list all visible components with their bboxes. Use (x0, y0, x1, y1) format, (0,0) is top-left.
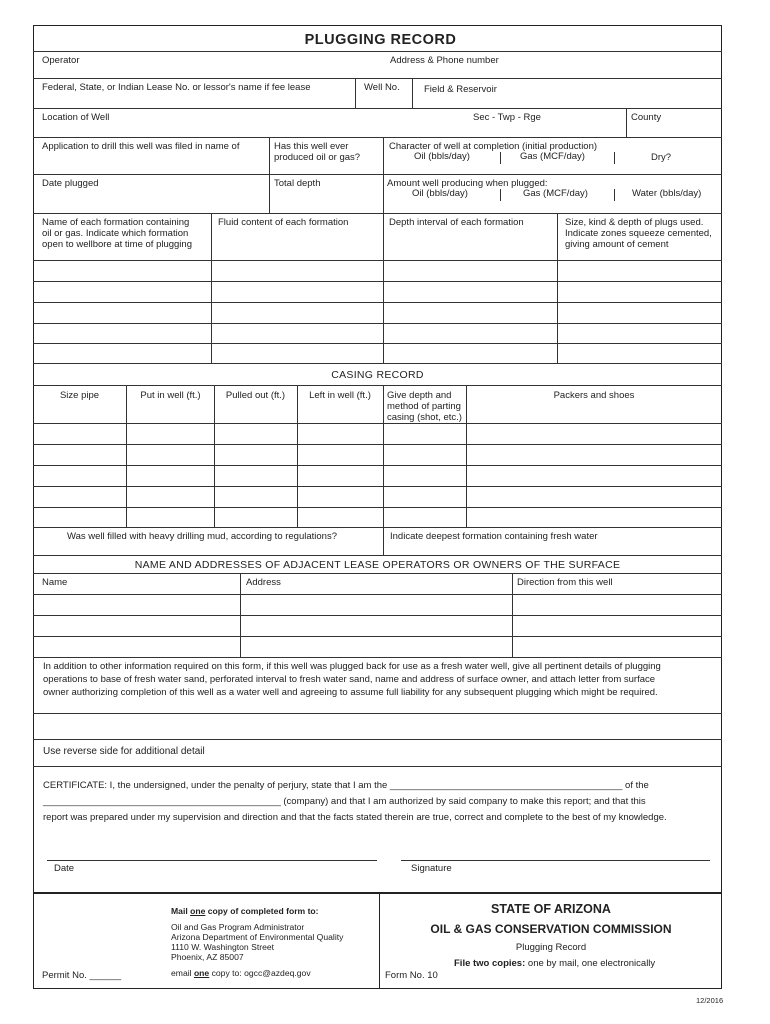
packers-header: Packers and shoes (553, 390, 635, 401)
record-type: Plugging Record (515, 942, 587, 953)
email-one: one (193, 968, 210, 978)
parting-line1: Give depth and (387, 390, 452, 401)
col-divider (126, 385, 127, 527)
certificate-line1: CERTIFICATE: I, the undersigned, under the penalty of perjury, state that I am the ____________________________________________ of the (43, 780, 649, 791)
adjacent-address-header: Address (246, 577, 281, 588)
row-divider (33, 108, 722, 109)
sub-divider (500, 189, 501, 201)
email-post: copy to: ogcc@azdeq.gov (209, 968, 311, 978)
col-divider (557, 213, 558, 363)
instructions-line3: owner authorizing completion of this well as a water well and agreeing to assume full liability for any subsequent plugging which might be required. (43, 687, 658, 698)
has-produced-field[interactable] (274, 141, 360, 163)
signature-line[interactable] (401, 860, 710, 861)
form-title: PLUGGING RECORD (304, 32, 457, 48)
col-divider (297, 385, 298, 527)
adjacent-direction-header: Direction from this well (517, 577, 613, 588)
signature-label: Signature (411, 863, 452, 874)
gas-plugged-field[interactable]: Gas (MCF/day) (523, 188, 588, 199)
col-divider (269, 137, 270, 213)
row-divider (33, 739, 722, 740)
well-no-field[interactable]: Well No. (364, 82, 400, 93)
adjacent-name-header: Name (42, 577, 68, 588)
row-divider (33, 573, 722, 574)
certificate-line3: report was prepared under my supervision and direction and that the facts stated therein are true, correct and complete to the best of my knowledge. (43, 812, 667, 823)
fluid-content-header: Fluid content of each formation (218, 217, 349, 228)
table-row[interactable] (33, 594, 722, 595)
col-divider (214, 385, 215, 527)
form-number: Form No. 10 (385, 970, 438, 981)
permit-no-field[interactable]: Permit No. ______ (42, 970, 122, 981)
table-row[interactable] (33, 363, 722, 364)
mail-address-line2: Arizona Department of Environmental Quality (171, 932, 344, 942)
col-divider (626, 108, 627, 138)
formation-name-line1: Name of each formation containing (42, 217, 190, 228)
address-phone-field[interactable]: Address & Phone number (390, 55, 499, 66)
adjacent-owners-title: NAME AND ADDRESSES OF ADJACENT LEASE OPERATORS OR OWNERS OF THE SURFACE (134, 559, 621, 571)
table-row[interactable] (33, 486, 722, 487)
date-plugged-field[interactable]: Date plugged (42, 178, 99, 189)
form-frame (33, 25, 722, 893)
sub-divider (614, 189, 615, 201)
plugs-header (565, 217, 712, 250)
table-row[interactable] (33, 527, 722, 528)
instructions-line1: In addition to other information required on this form, if this well was plugged back for use as a fresh water well, give all pertinent details of plugging (43, 661, 661, 672)
mail-address-line3: 1110 W. Washington Street (171, 942, 275, 952)
revision-date: 12/2016 (696, 996, 724, 1005)
plugs-line1: Size, kind & depth of plugs used. (565, 217, 704, 228)
formation-name-line2: oil or gas. Indicate which formation (42, 228, 189, 239)
table-row[interactable] (33, 302, 722, 303)
row-divider (33, 385, 722, 386)
col-divider (355, 78, 356, 109)
row-divider (33, 51, 722, 52)
put-in-header: Put in well (ft.) (140, 390, 201, 401)
mail-heading (171, 906, 319, 916)
certificate-text (43, 780, 667, 823)
size-pipe-header: Size pipe (59, 390, 100, 401)
reverse-side-note: Use reverse side for additional detail (43, 746, 205, 757)
parting-line3: casing (shot, etc.) (387, 412, 462, 423)
commission-name: OIL & GAS CONSERVATION COMMISSION (430, 922, 672, 936)
row-divider (33, 174, 722, 175)
dry-field[interactable]: Dry? (651, 152, 672, 163)
col-divider (383, 385, 384, 555)
total-depth-field[interactable]: Total depth (274, 178, 321, 189)
col-divider (211, 213, 212, 363)
parting-line2: method of parting (387, 401, 461, 412)
pulled-out-header: Pulled out (ft.) (225, 390, 286, 401)
table-row[interactable] (33, 260, 722, 261)
table-row[interactable] (33, 657, 722, 658)
row-divider (33, 78, 722, 79)
file-copies-bold: File two copies: (454, 958, 526, 969)
depth-interval-header: Depth interval of each formation (389, 217, 524, 228)
oil-plugged-field[interactable]: Oil (bbls/day) (412, 188, 468, 199)
parting-header (387, 390, 462, 423)
county-field[interactable]: County (631, 112, 662, 123)
table-row[interactable] (33, 423, 722, 424)
table-row[interactable] (33, 343, 722, 344)
field-reservoir-field[interactable]: Field & Reservoir (424, 84, 497, 95)
mail-address-line4: Phoenix, AZ 85007 (171, 952, 244, 962)
gas-initial-field[interactable]: Gas (MCF/day) (520, 151, 585, 162)
mail-address-line1: Oil and Gas Program Administrator (171, 922, 305, 932)
fresh-water-instructions (43, 661, 661, 698)
sec-twp-rge-field[interactable]: Sec - Twp - Rge (473, 112, 541, 123)
date-label: Date (54, 863, 75, 874)
col-divider (466, 385, 467, 527)
file-copies-rest: one by mail, one electronically (525, 958, 656, 969)
plugs-line2: Indicate zones squeeze cemented, (565, 228, 712, 239)
table-row[interactable] (33, 615, 722, 616)
casing-record-title: CASING RECORD (331, 369, 424, 381)
table-row[interactable] (33, 281, 722, 282)
application-field[interactable]: Application to drill this well was filed in name of (42, 141, 240, 152)
mail-heading-pre: Mail (171, 906, 191, 916)
water-field[interactable]: Water (bbls/day) (632, 188, 702, 199)
row-divider (33, 213, 722, 214)
table-row[interactable] (33, 444, 722, 445)
date-line[interactable] (47, 860, 377, 861)
certificate-line2: _____________________________________________ (company) and that I am authorized by said company to make this report; and that this (43, 796, 646, 807)
table-row[interactable] (33, 465, 722, 466)
fresh-water-field[interactable]: Indicate deepest formation containing fresh water (390, 531, 598, 542)
table-row[interactable] (33, 323, 722, 324)
operator-field[interactable]: Operator (42, 55, 80, 66)
row-divider (33, 766, 722, 767)
mud-question-field[interactable]: Was well filled with heavy drilling mud, according to regulations? (67, 531, 337, 542)
email-pre: email (171, 968, 194, 978)
file-copies-note (454, 958, 655, 969)
has-produced-line2: produced oil or gas? (274, 152, 361, 163)
sub-divider (614, 152, 615, 164)
formation-name-line3: open to wellbore at time of plugging (42, 239, 192, 250)
table-row[interactable] (33, 636, 722, 637)
mail-heading-post: copy of completed form to: (205, 906, 319, 916)
plugs-line3: giving amount of cement (565, 239, 669, 250)
has-produced-line1: Has this well ever (274, 141, 349, 152)
row-divider (33, 555, 722, 556)
col-divider (383, 137, 384, 213)
col-divider (412, 78, 413, 109)
row-divider (33, 713, 722, 714)
state-name: STATE OF ARIZONA (491, 902, 611, 916)
location-field[interactable]: Location of Well (42, 112, 110, 123)
formation-name-header (42, 217, 192, 250)
left-in-header: Left in well (ft.) (309, 390, 371, 401)
character-label: Character of well at completion (initial production) (389, 141, 598, 152)
sub-divider (500, 152, 501, 164)
mail-address (171, 922, 343, 962)
mail-heading-one: one (190, 906, 206, 916)
lease-field[interactable]: Federal, State, or Indian Lease No. or lessor's name if fee lease (42, 82, 311, 93)
email-line (171, 968, 311, 978)
table-row[interactable] (33, 507, 722, 508)
instructions-line2: operations to base of fresh water sand, perforated interval to fresh water sand, name and address of surface owner, and attach letter from surface (43, 674, 656, 685)
oil-initial-field[interactable]: Oil (bbls/day) (414, 151, 470, 162)
amount-producing-label: Amount well producing when plugged: (387, 178, 548, 189)
row-divider (33, 137, 722, 138)
col-divider (383, 213, 384, 363)
